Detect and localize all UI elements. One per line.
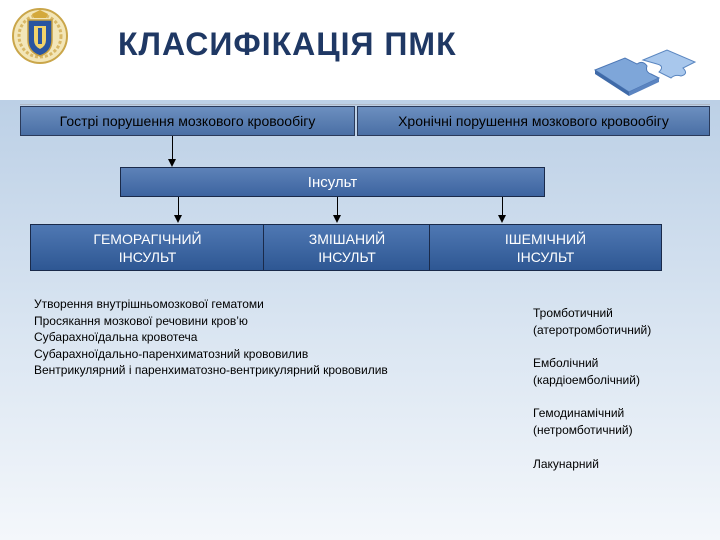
arrow-stroke-to-mixed [337, 197, 338, 217]
arrow-stroke-to-hemorrhagic-head [174, 215, 182, 223]
university-crest-icon [10, 6, 70, 66]
ischemic-subtype-name: Лакунарний [533, 457, 599, 471]
ischemic-line2: ІНСУЛЬТ [516, 248, 575, 265]
ischemic-subtype-thrombotic [533, 305, 651, 339]
hemorrhagic-subtypes-list [34, 296, 388, 379]
arrow-stroke-to-hemorrhagic [178, 197, 179, 217]
ischemic-stroke-box [429, 224, 662, 271]
mixed-line2: ІНСУЛЬТ [318, 248, 376, 265]
ischemic-subtype-name: Тромботичний [533, 306, 613, 320]
list-item: Субарахноїдально-паренхиматозний крововилив [34, 346, 309, 361]
header-divider [20, 104, 710, 105]
stroke-box [120, 167, 545, 197]
ischemic-subtype-name: Емболічний [533, 356, 599, 370]
chronic-disorders-box [357, 106, 710, 136]
ischemic-subtype-lacunar [533, 456, 599, 473]
ischemic-line1: ІШЕМІЧНИЙ [504, 230, 587, 247]
mixed-stroke-box [263, 224, 431, 271]
arrow-stroke-to-ischemic-head [498, 215, 506, 223]
list-item: Просякання мозкової речовини кров’ю [34, 313, 248, 328]
mixed-line1: ЗМІШАНИЙ [308, 230, 386, 247]
hemorrhagic-stroke-box [30, 224, 265, 271]
hemorrhagic-line1: ГЕМОРАГІЧНИЙ [93, 230, 202, 247]
stroke-label: Інсульт [307, 173, 358, 191]
ischemic-subtype-note: (кардіоемболічний) [533, 373, 640, 387]
arrow-stroke-to-mixed-head [333, 215, 341, 223]
acute-disorders-label: Гострі порушення мозкового кровообігу [59, 113, 316, 129]
chronic-disorders-label: Хронічні порушення мозкового кровообігу [398, 113, 669, 129]
hemorrhagic-line2: ІНСУЛЬТ [118, 248, 177, 265]
acute-disorders-box [20, 106, 355, 136]
list-item: Вентрикулярний і паренхиматозно-вентрикулярний крововилив [34, 363, 388, 377]
ischemic-subtype-name: Гемодинамічний [533, 406, 625, 420]
ischemic-subtype-note: (атеротромботичний) [533, 323, 652, 337]
ischemic-subtype-note: (нетромботичний) [533, 423, 633, 437]
arrow-acute-to-stroke [172, 136, 173, 161]
arrow-stroke-to-ischemic [502, 197, 503, 217]
puzzle-pieces-icon [585, 40, 705, 100]
ischemic-subtype-hemodynamic [533, 405, 633, 439]
ischemic-subtype-embolic [533, 355, 640, 389]
list-item: Утворення внутрішньомозкової гематоми [34, 297, 264, 311]
list-item: Субарахноїдальна кровотеча [34, 330, 198, 344]
slide-title: КЛАСИФІКАЦІЯ ПМК [118, 26, 457, 62]
arrow-acute-to-stroke-head [168, 159, 176, 167]
